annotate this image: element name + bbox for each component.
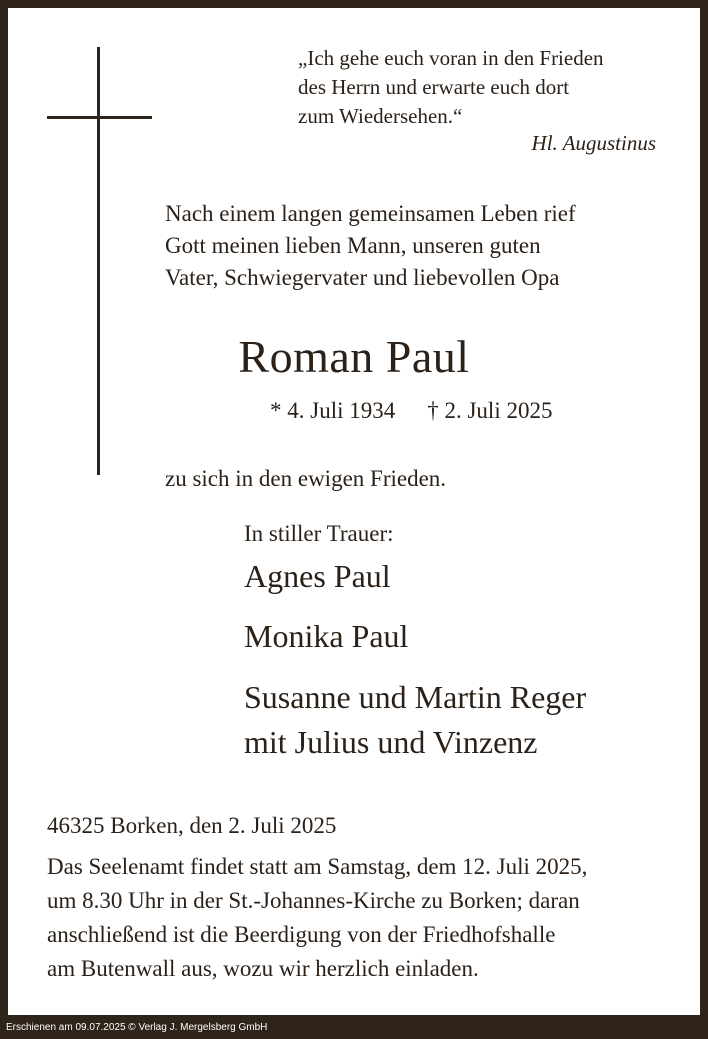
death-date: † 2. Juli 2025 [427,398,553,423]
closing-text: zu sich in den ewigen Frieden. [165,466,447,491]
life-dates [270,398,552,424]
mourners-heading: In stiller Trauer: [244,521,394,546]
notice-line: um 8.30 Uhr in der St.-Johannes-Kirche zu Borken; daran [47,888,580,913]
cross-icon [97,47,100,475]
deceased-name: Roman Paul [238,331,470,382]
mourner-name: Monika Paul [244,618,409,654]
cross-icon-bar [47,116,152,119]
mourner-name: Agnes Paul [244,558,391,594]
bible-quote [298,44,604,131]
quote-line: zum Wiedersehen.“ [298,104,463,128]
intro-line: Vater, Schwiegervater und liebevollen Opa [165,265,560,290]
quote-line: „Ich gehe euch voran in den Frieden [298,46,604,70]
mourner-name: mit Julius und Vinzenz [244,724,538,760]
intro-text [165,198,576,294]
mourner-name: Susanne und Martin Reger [244,679,587,715]
quote-line: des Herrn und erwarte euch dort [298,75,570,99]
service-notice [47,850,587,986]
publication-footer: Erschienen am 09.07.2025 © Verlag J. Mergelsberg GmbH [6,1022,268,1033]
birth-date: * 4. Juli 1934 [270,398,396,423]
notice-line: anschließend ist die Beerdigung von der Friedhofshalle [47,922,556,947]
place-date: 46325 Borken, den 2. Juli 2025 [47,813,337,838]
intro-line: Gott meinen lieben Mann, unseren guten [165,233,541,258]
notice-line: am Butenwall aus, wozu wir herzlich einladen. [47,956,479,981]
notice-line: Das Seelenamt findet statt am Samstag, dem 12. Juli 2025, [47,854,588,879]
quote-author: Hl. Augustinus [531,131,656,155]
intro-line: Nach einem langen gemeinsamen Leben rief [165,201,576,226]
obituary-card [8,8,700,1015]
